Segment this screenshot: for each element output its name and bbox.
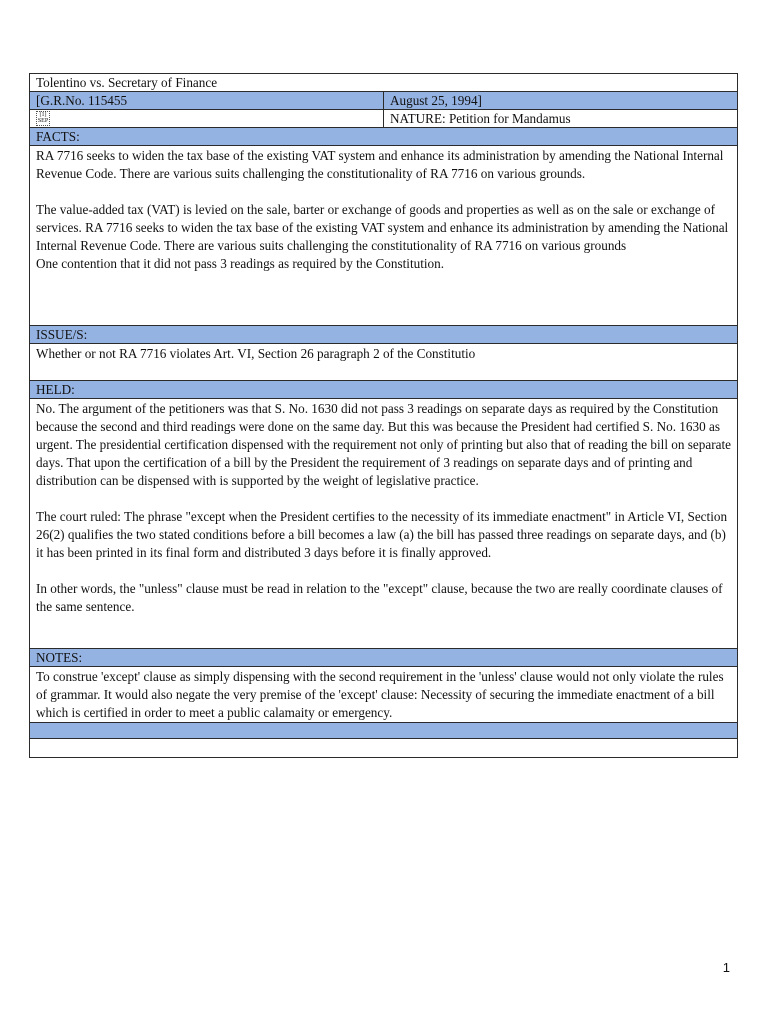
- facts-body-row: [30, 146, 738, 326]
- page-number: 1: [722, 960, 730, 975]
- empty-cell: [30, 739, 738, 758]
- notes-text: To construe 'except' clause as simply dispensing with the second requirement in the 'unless' clause would not only violate the rules of grammar. It would also negate the very premise of the 'except' clause: Necessity of securing the immediate enactment of a bill which is certified in order to meet a public calamaity or emergency.: [30, 667, 738, 723]
- case-digest-table: [29, 73, 738, 758]
- held-paragraph-2: The court ruled: The phrase "except when the President certifies to the necessity of its immediate enactment" in Article VI, Section 26(2) qualifies the two stated conditions before a bill becomes a law (a) the bill has passed three readings on separate days, and (b) it has been printed in its final form and distributed 3 days before it is finally approved.: [36, 509, 728, 560]
- issue-body-row: [30, 344, 738, 381]
- title-row: [30, 74, 738, 92]
- nature-of-case: NATURE: Petition for Mandamus: [384, 110, 738, 128]
- citation-row: [30, 92, 738, 110]
- separator-glyph-icon: [1] SEP: [37, 112, 49, 125]
- held-header-row: [30, 381, 738, 399]
- gr-number: [G.R.No. 115455: [30, 92, 384, 110]
- empty-blue-row: [30, 723, 738, 739]
- decision-date: August 25, 1994]: [384, 92, 738, 110]
- empty-blue-cell: [30, 723, 738, 739]
- held-paragraph-3: In other words, the "unless" clause must be read in relation to the "except" clause, because the two are really coordinate clauses of the same sentence.: [36, 581, 723, 614]
- issue-heading: ISSUE/S:: [30, 326, 738, 344]
- held-body: [30, 399, 738, 649]
- separator-cell: [30, 110, 384, 128]
- held-heading: HELD:: [30, 381, 738, 399]
- notes-header-row: [30, 649, 738, 667]
- issue-text: Whether or not RA 7716 violates Art. VI, Section 26 paragraph 2 of the Constitutio: [30, 344, 738, 381]
- notes-body-row: [30, 667, 738, 723]
- facts-header-row: [30, 128, 738, 146]
- facts-paragraph-1: RA 7716 seeks to widen the tax base of the existing VAT system and enhance its administration by amending the National Internal Revenue Code. There are various suits challenging the constitutionality of RA 7716 on various grounds.: [36, 148, 724, 181]
- nature-row: [30, 110, 738, 128]
- facts-heading: FACTS:: [30, 128, 738, 146]
- held-body-row: [30, 399, 738, 649]
- notes-heading: NOTES:: [30, 649, 738, 667]
- empty-row: [30, 739, 738, 758]
- facts-body: [30, 146, 738, 326]
- case-title: Tolentino vs. Secretary of Finance: [30, 74, 738, 92]
- held-paragraph-1: No. The argument of the petitioners was that S. No. 1630 did not pass 3 readings on separate days as required by the Constitution because the second and third readings were done on the same day. But this was because the President had certified S. No. 1630 as urgent. The presidential certification dispensed with the requirement not only of printing but also that of reading the bill on separate days. That upon the certification of a bill by the President the requirement of 3 readings on separate days and of printing and distribution can be dispensed with is supported by the weight of legislative practice.: [36, 401, 731, 488]
- facts-paragraph-3: One contention that it did not pass 3 readings as required by the Constitution.: [36, 256, 445, 271]
- issue-header-row: [30, 326, 738, 344]
- facts-paragraph-2: The value-added tax (VAT) is levied on the sale, barter or exchange of goods and properties as well as on the sale or exchange of services. RA 7716 seeks to widen the tax base of the existing VAT system and enhance its administration by amending the National Internal Revenue Code. There are various suits challenging the constitutionality of RA 7716 on various grounds: [36, 202, 729, 253]
